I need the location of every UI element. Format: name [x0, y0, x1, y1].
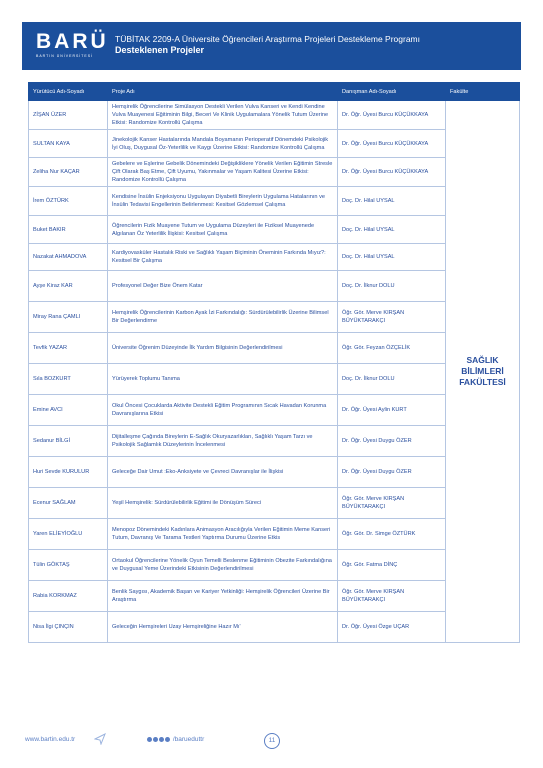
- page-header: [22, 22, 521, 70]
- advisor-cell: Doç. Dr. Hilal UYSAL: [338, 244, 446, 271]
- advisor-cell: Dr. Öğr. Üyesi Özge UÇAR: [338, 612, 446, 643]
- youtube-icon[interactable]: [165, 737, 170, 742]
- social-handle: /barueduttr: [172, 736, 205, 743]
- advisor-cell: Dr. Öğr. Üyesi Duygu ÖZER: [338, 457, 446, 488]
- logo-subtitle: BARTIN ÜNİVERSİTESİ: [36, 54, 94, 58]
- advisor-cell: Dr. Öğr. Üyesi Burcu KÜÇÜKKAYA: [338, 158, 446, 187]
- page-subtitle: Desteklenen Projeler: [115, 45, 205, 55]
- twitter-icon[interactable]: [159, 737, 164, 742]
- project-cell: Kardiyovasküler Hastalık Riski ve Sağlıklı Yaşam Biçiminin Öneminin Farkında Mıyız?: Kesitsel Bir Çalışma: [108, 244, 338, 271]
- page-number: 11: [264, 733, 280, 749]
- project-cell: Kendisine İnsülin Enjeksiyonu Uygulayan Diyabetli Bireylerin Uygulama Hatalarının ve İnsülin Tedavisi Engellerinin Belirlenmesi: Kesitsel Gözlemsel Çalışma: [108, 187, 338, 216]
- logo-wordmark: BARÜ: [36, 30, 109, 53]
- university-logo: [36, 31, 108, 61]
- column-header-student: Yürütücü Adı-Soyadı: [29, 83, 108, 101]
- table-row: [29, 101, 520, 130]
- advisor-cell: Doç. Dr. Hilal UYSAL: [338, 216, 446, 244]
- advisor-cell: Dr. Öğr. Üyesi Aylin KURT: [338, 395, 446, 426]
- project-cell: Hemşirelik Öğrencilerinin Karbon Ayak İzi Farkındalığı: Sürdürülebilirlik Üzerine Bilimsel Bir Değerlendirme: [108, 302, 338, 333]
- projects-table: [28, 82, 520, 643]
- student-cell: Yaren ELİEYİOĞLU: [29, 519, 108, 550]
- project-cell: Menopoz Dönemindeki Kadınlara Animasyon Aracılığıyla Verilen Eğitimin Meme Kanseri Tutum, Davranış Ve Tarama Testleri Yaptırma Durumu Üzerine Etkis: [108, 519, 338, 550]
- student-cell: Sedanur BİLGİ: [29, 426, 108, 457]
- project-cell: Dijitalleşme Çağında Bireylerin E-Sağlık Okuryazarlıkları, Sağlıklı Yaşam Tarzı ve Psikolojik Sağlamlık Düzeylerinin İncelenmesi: [108, 426, 338, 457]
- project-cell: Profesyonel Değer Bize Önem Katar: [108, 271, 338, 302]
- project-cell: Yürüyerek Toplumu Tanıma: [108, 364, 338, 395]
- advisor-cell: Öğr. Gör. Merve KIRŞAN BÜYÜKTARAKÇI: [338, 302, 446, 333]
- facebook-icon[interactable]: [147, 737, 152, 742]
- advisor-cell: Dr. Öğr. Üyesi Burcu KÜÇÜKKAYA: [338, 130, 446, 158]
- student-cell: Tevfik YAZAR: [29, 333, 108, 364]
- project-cell: Geleceğe Dair Umut :Eko-Anksiyete ve Çevreci Davranışlar ile İlişkisi: [108, 457, 338, 488]
- student-cell: Ayşe Kiraz KAR: [29, 271, 108, 302]
- send-arrow-icon: [94, 733, 106, 745]
- advisor-cell: Öğr. Gör. Merve KIRŞAN BÜYÜKTARAKÇI: [338, 488, 446, 519]
- project-cell: Okul Öncesi Çocuklarda Aktivite Destekli Eğitim Programının Sıcak Havadan Korunma Davranışlarına Etkisi: [108, 395, 338, 426]
- project-cell: Hemşirelik Öğrencilerine Simülasyon Destekli Verilen Vulva Kanseri ve Kendi Kendine Vulva Muayenesi Eğitiminin Bilgi, Beceri Ve Klinik Uygulamalara Yönelik Tutum Üzerine Etkisi: Randomize Kontrollü Çalışma: [108, 101, 338, 130]
- student-cell: Zeliha Nur KAÇAR: [29, 158, 108, 187]
- advisor-cell: Öğr. Gör. Feyzan ÖZÇELİK: [338, 333, 446, 364]
- student-cell: Ecenur SAĞLAM: [29, 488, 108, 519]
- table-body: [29, 101, 520, 643]
- header-title-block: [115, 34, 420, 56]
- project-cell: Üniversite Öğrenim Düzeyinde İlk Yardım Bilgisinin Değerlendirilmesi: [108, 333, 338, 364]
- project-cell: Ortaokul Öğrencilerine Yönelik Oyun Temelli Beslenme Eğitiminin Obezite Farkındalığına ve Duygusal Yeme Üzerindeki Etkisinin Değerlendirilmesi: [108, 550, 338, 581]
- advisor-cell: Doç. Dr. İlknur DOLU: [338, 271, 446, 302]
- student-cell: Huri Sevde KURULUR: [29, 457, 108, 488]
- student-cell: Rabia KORKMAZ: [29, 581, 108, 612]
- advisor-cell: Dr. Öğr. Üyesi Duygu ÖZER: [338, 426, 446, 457]
- student-cell: İrem ÖZTÜRK: [29, 187, 108, 216]
- student-cell: SULTAN KAYA: [29, 130, 108, 158]
- project-cell: Gebelere ve Eşlerine Gebelik Dönemindeki Değişikliklere Yönelik Verilen Eğitimin Stresle Çift Olarak Baş Etme, Çift Uyumu, Yakınmalar ve Yaşam Kalitesi Üzerine Etkisi: Randomize Kontrollü Çalışma: [108, 158, 338, 187]
- student-cell: Buket BAKIR: [29, 216, 108, 244]
- project-cell: Benlik Saygısı, Akademik Başarı ve Kariyer Yetkinliği: Hemşirelik Öğrencileri Üzerine Bir Araştırma: [108, 581, 338, 612]
- project-cell: Yeşil Hemşirelik: Sürdürülebilirlik Eğitimi ile Dönüşüm Süreci: [108, 488, 338, 519]
- student-cell: Sıla BOZKURT: [29, 364, 108, 395]
- student-cell: Tülin GÖKTAŞ: [29, 550, 108, 581]
- student-cell: Emine AVCI: [29, 395, 108, 426]
- project-cell: Öğrencilerin Fizik Muayene Tutum ve Uygulama Düzeyleri ile Fiziksel Muayenede Algılanan Öz Yeterlilik İlişkisi: Kesitsel Çalışma: [108, 216, 338, 244]
- faculty-cell: SAĞLIK BİLİMLERİ FAKÜLTESİ: [446, 101, 520, 643]
- student-cell: Nisa İlgi ÇINÇIN: [29, 612, 108, 643]
- column-header-advisor: Danışman Adı-Soyadı: [338, 83, 446, 101]
- page-title: TÜBİTAK 2209-A Üniversite Öğrencileri Araştırma Projeleri Destekleme Programı: [115, 34, 420, 44]
- column-header-faculty: Fakülte: [446, 83, 520, 101]
- advisor-cell: Doç. Dr. Hilal UYSAL: [338, 187, 446, 216]
- website-link[interactable]: www.bartin.edu.tr: [25, 736, 76, 743]
- advisor-cell: Doç. Dr. İlknur DOLU: [338, 364, 446, 395]
- student-cell: ZİŞAN ÜZER: [29, 101, 108, 130]
- advisor-cell: Öğr. Gör. Fatma DİNÇ: [338, 550, 446, 581]
- page-footer: [25, 733, 518, 749]
- project-cell: Geleceğin Hemşireleri Uzay Hemşireliğine Hazır Mı': [108, 612, 338, 643]
- student-cell: Nazakat AHMADOVA: [29, 244, 108, 271]
- social-links[interactable]: [147, 736, 204, 743]
- table-header-row: [29, 83, 520, 101]
- advisor-cell: Öğr. Gör. Dr. Simge ÖZTÜRK: [338, 519, 446, 550]
- column-header-project: Proje Adı: [108, 83, 338, 101]
- instagram-icon[interactable]: [153, 737, 158, 742]
- student-cell: Miray Rana ÇAMLI: [29, 302, 108, 333]
- project-cell: Jinekolojik Kanser Hastalarında Mandala Boyamanın Perioperatif Dönemdeki Psikolojik İyi Oluş, Duygusal Öz-Yeterlilik ve Kaygı Üzerine Etkisi: Randomize Kontrollü Çalışma: [108, 130, 338, 158]
- advisor-cell: Dr. Öğr. Üyesi Burcu KÜÇÜKKAYA: [338, 101, 446, 130]
- advisor-cell: Öğr. Gör. Merve KIRŞAN BÜYÜKTARAKÇI: [338, 581, 446, 612]
